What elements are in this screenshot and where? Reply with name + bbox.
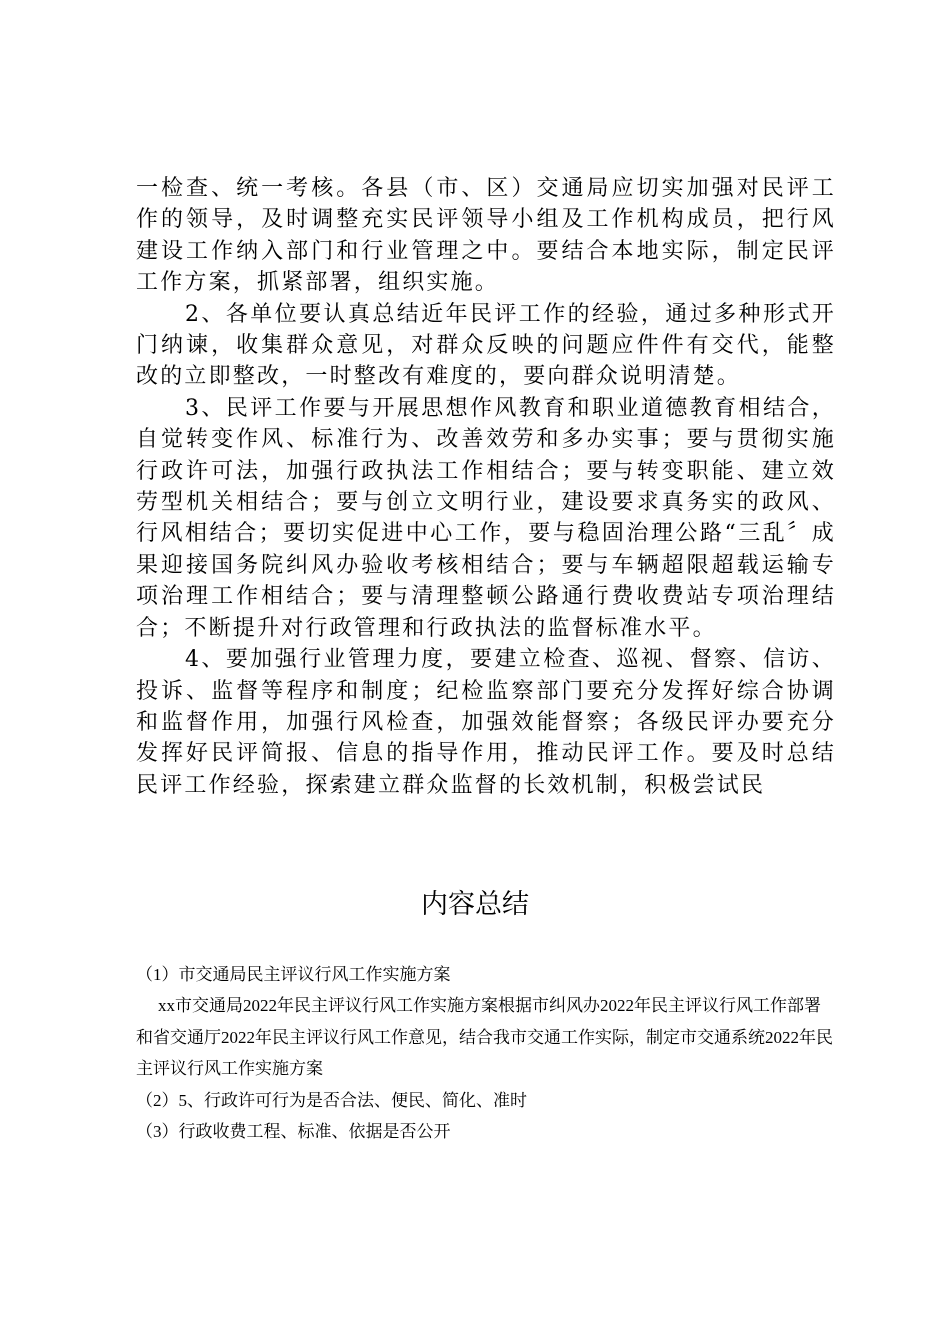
summary-title: 内容总结 [421, 889, 529, 920]
summary-section [136, 959, 836, 1147]
summary-item-3: （3）行政收费工程、标准、依据是否公开 [136, 1122, 451, 1142]
body-text [136, 173, 836, 801]
body-paragraph-4: 4、要加强行业管理力度，要建立检查、巡视、督察、信访、投诉、监督等程序和制度；纪检监察部门要充分发挥好综合协调和监督作用，加强行风检查，加强效能督察；各级民评办要充分发挥好民评简报、信息的指导作用，推动民评工作。要及时总结民评工作经验，探索建立群众监督的长效机制，积极尝试民 [136, 647, 836, 798]
summary-item-1-label: （1）市交通局民主评议行风工作实施方案 [136, 965, 451, 984]
body-paragraph-3: 3、民评工作要与开展思想作风教育和职业道德教育相结合，自觉转变作风、标准行为、改善效劳和多办实事；要与贯彻实施行政许可法，加强行政执法工作相结合；要与转变职能、建立效劳型机关相结合；要与创立文明行业，建设要求真务实的政风、行风相结合；要切实促进中心工作，要与稳固治理公路“三乱〞成果迎接国务院纠风办验收考核相结合；要与车辆超限超载运输专项治理工作相结合；要与清理整顿公路通行费收费站专项治理结合；不断提升对行政管理和行政执法的监督标准水平。 [136, 395, 836, 641]
summary-item-1-detail: xx市交通局2022年民主评议行风工作实施方案根据市纠风办2022年民主评议行风工作部署和省交通厅2022年民主评议行风工作意见，结合我市交通工作实际，制定市交通系统2022年民主评议行风工作实施方案 [136, 996, 833, 1079]
summary-item-2: （2）5、行政许可行为是否合法、便民、简化、准时 [136, 1090, 527, 1110]
body-paragraph-1: 一检查、统一考核。各县（市、区）交通局应切实加强对民评工作的领导，及时调整充实民评领导小组及工作机构成员，把行风建设工作纳入部门和行业管理之中。要结合本地实际，制定民评工作方案，抓紧部署，组织实施。 [136, 176, 836, 296]
body-paragraph-2: 2、各单位要认真总结近年民评工作的经验，通过多种形式开门纳谏，收集群众意见，对群众反映的问题应件件有交代，能整改的立即整改，一时整改有难度的，要向群众说明清楚。 [136, 301, 836, 390]
